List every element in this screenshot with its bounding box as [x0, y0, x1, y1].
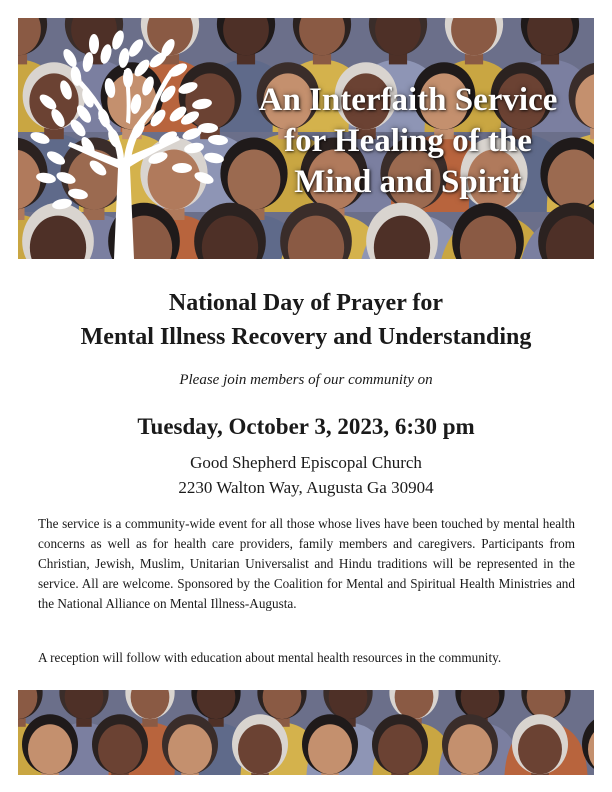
leaf-shape: [110, 29, 126, 51]
leaf-shape: [123, 68, 133, 88]
leaf-shape: [177, 80, 199, 96]
event-location: [0, 450, 612, 500]
banner-title-line: Mind and Spirit: [294, 164, 522, 200]
page-title: [0, 286, 612, 354]
leaf-shape: [172, 163, 192, 173]
crowd-illustration: [18, 690, 594, 775]
header-banner: [18, 18, 594, 259]
leaf-shape: [117, 47, 130, 68]
leaf-shape: [132, 57, 153, 79]
leaf-shape: [103, 77, 116, 98]
banner-title: [218, 80, 594, 203]
title-line-2: Mental Illness Recovery and Understanding: [80, 324, 532, 350]
invitation-text: Please join members of our community on: [179, 372, 433, 388]
tree-icon: [18, 18, 238, 259]
title-line-1: National Day of Prayer for: [168, 290, 444, 316]
leaf-shape: [193, 170, 215, 186]
event-datetime: Tuesday, October 3, 2023, 6:30 pm: [137, 414, 475, 439]
leaf-shape: [99, 43, 114, 65]
leaf-shape: [49, 107, 68, 129]
leaf-shape: [140, 75, 156, 97]
venue-name: Good Shepherd Episcopal Church: [190, 453, 422, 472]
leaf-shape: [129, 93, 142, 114]
leaf-shape: [45, 149, 67, 168]
leaf-shape: [61, 47, 80, 69]
leaf-shape: [35, 171, 56, 184]
leaf-shape: [81, 51, 94, 72]
leaf-shape: [29, 130, 51, 146]
banner-title-line: An Interfaith Service: [258, 82, 558, 118]
leaf-shape: [89, 34, 99, 54]
leaf-shape: [55, 170, 77, 186]
banner-title-line: for Healing of the: [284, 123, 532, 159]
leaf-shape: [191, 97, 212, 110]
footer-banner: [18, 690, 594, 775]
reception-note: A reception will follow with education about mental health resources in the community.: [38, 650, 502, 665]
leaf-shape: [51, 197, 72, 210]
leaf-shape: [67, 187, 88, 200]
event-description: The service is a community-wide event for all those whose lives have been touched by mental health concerns as well as for health care providers, family members and caregivers. Participants from Christian, Jewish, Muslim, Unitarian Universalist and Hindu traditions will be represented in the service. All are welcome. Sponsored by the Coalition for Mental and Spiritual Health Ministries and the National Alliance on Mental Illness-Augusta.: [38, 516, 575, 611]
venue-address: 2230 Walton Way, Augusta Ga 30904: [178, 478, 434, 497]
leaf-shape: [183, 141, 204, 154]
leaf-shape: [58, 79, 74, 101]
